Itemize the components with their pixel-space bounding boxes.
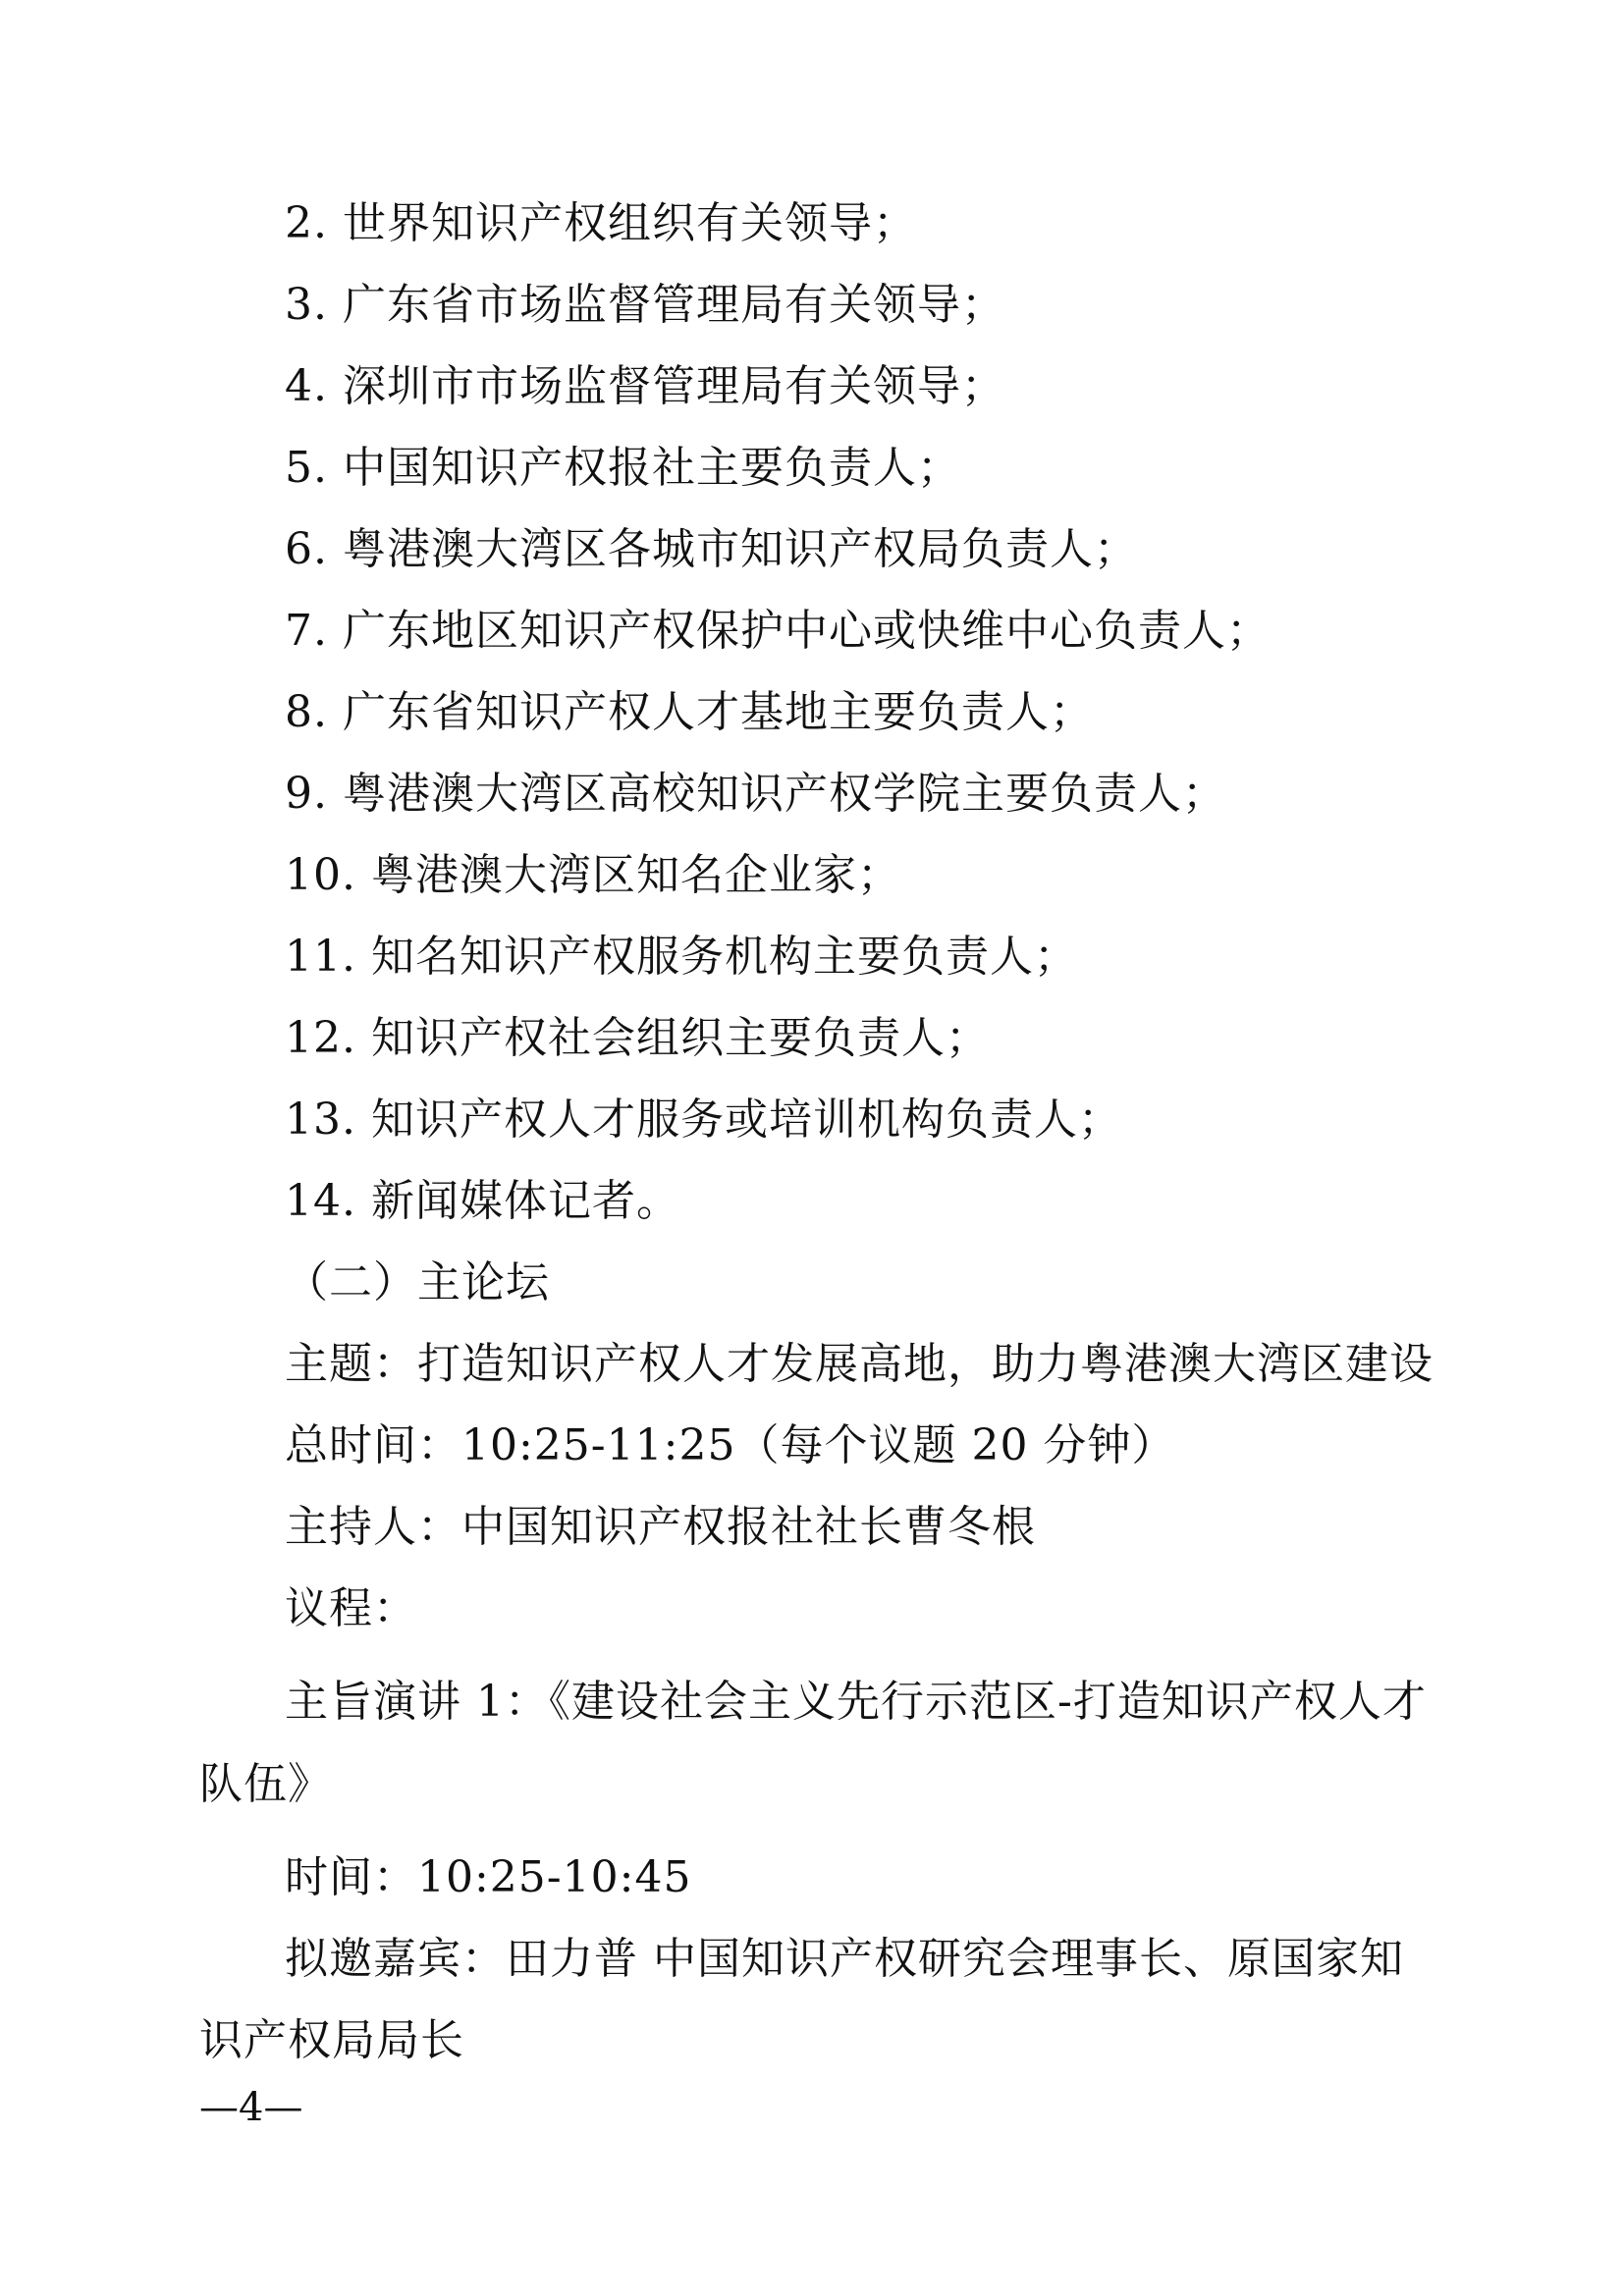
list-item-11: 11. 知名知识产权服务机构主要负责人； bbox=[285, 932, 1078, 982]
list-item-10: 10. 粤港澳大湾区知名企业家； bbox=[285, 850, 901, 900]
list-item-4: 4. 深圳市市场监督管理局有关领导； bbox=[285, 361, 1005, 411]
section-heading: （二）主论坛 bbox=[285, 1257, 550, 1308]
list-item-8: 8. 广东省知识产权人才基地主要负责人； bbox=[285, 687, 1094, 737]
forum-total-time: 总时间：10:25-11:25（每个议题 20 分钟） bbox=[285, 1420, 1176, 1470]
keynote-title-line1: 主旨演讲 1：《建设社会主义先行示范区-打造知识产权人才 bbox=[285, 1677, 1427, 1727]
list-item-3: 3. 广东省市场监督管理局有关领导； bbox=[285, 280, 1005, 330]
list-item-2: 2. 世界知识产权组织有关领导； bbox=[285, 198, 917, 248]
list-item-6: 6. 粤港澳大湾区各城市知识产权局负责人； bbox=[285, 524, 1138, 574]
guest-line1: 拟邀嘉宾：田力普 中国知识产权研究会理事长、原国家知 bbox=[285, 1934, 1404, 1984]
list-item-7: 7. 广东地区知识产权保护中心或快维中心负责人； bbox=[285, 606, 1271, 656]
list-item-12: 12. 知识产权社会组织主要负责人； bbox=[285, 1013, 990, 1063]
list-item-5: 5. 中国知识产权报社主要负责人； bbox=[285, 443, 961, 493]
page-number: —4— bbox=[199, 2085, 303, 2130]
list-item-9: 9. 粤港澳大湾区高校知识产权学院主要负责人； bbox=[285, 769, 1226, 819]
forum-theme: 主题：打造知识产权人才发展高地，助力粤港澳大湾区建设 bbox=[285, 1339, 1434, 1389]
forum-host: 主持人：中国知识产权报社社长曹冬根 bbox=[285, 1502, 1036, 1552]
guest-line2: 识产权局局长 bbox=[199, 2015, 464, 2065]
keynote-title-line2: 队伍》 bbox=[199, 1759, 332, 1809]
list-item-14: 14. 新闻媒体记者。 bbox=[285, 1176, 680, 1226]
agenda-label: 议程： bbox=[285, 1583, 417, 1633]
list-item-13: 13. 知识产权人才服务或培训机构负责人； bbox=[285, 1095, 1122, 1145]
keynote-time: 时间：10:25-10:45 bbox=[285, 1852, 692, 1902]
